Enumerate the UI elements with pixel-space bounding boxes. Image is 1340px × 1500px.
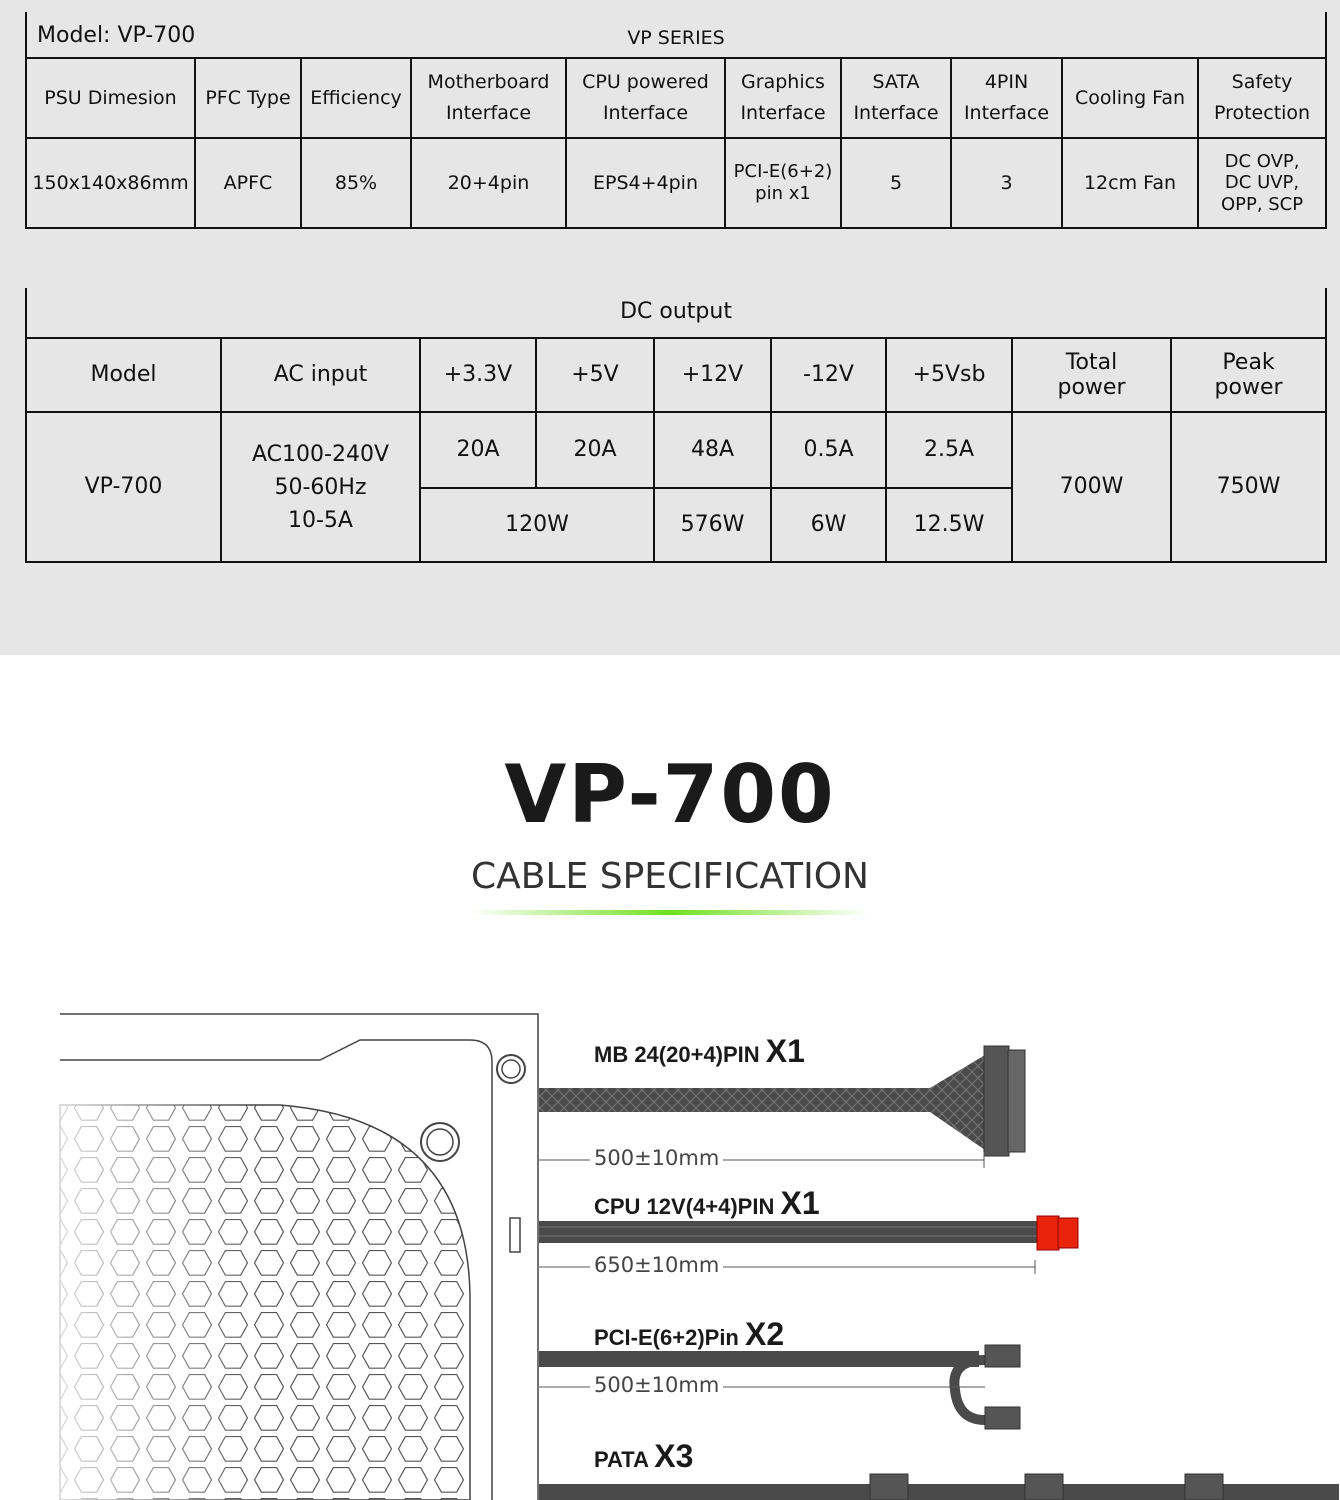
header-cell: Efficiency — [301, 58, 411, 138]
watt-cell: 120W — [420, 488, 654, 562]
amp-cell: 20A — [420, 412, 536, 488]
cable-length-cpu: 650±10mm — [590, 1253, 723, 1277]
model-value: VP-700 — [26, 412, 221, 562]
header-cell: PFC Type — [195, 58, 301, 138]
product-title: VP-700 — [504, 748, 836, 841]
header-cell: +12V — [654, 338, 771, 412]
model-row — [26, 12, 1326, 58]
watt-cell: 6W — [771, 488, 886, 562]
dc-output-title: DC output — [26, 288, 1326, 338]
header-cell: +3.3V — [420, 338, 536, 412]
psu-cable-diagram — [0, 1000, 1340, 1500]
header-cell: Motherboard Interface — [411, 58, 566, 138]
pata-cable — [539, 1474, 1339, 1500]
amp-cell: 0.5A — [771, 412, 886, 488]
cable-label-cpu — [594, 1185, 820, 1222]
header-cell: Total power — [1012, 338, 1171, 412]
ac-input-value — [221, 412, 420, 562]
value-cell: 20+4pin — [411, 138, 566, 228]
cable-name: MB 24(20+4)PIN — [594, 1042, 766, 1067]
amp-cell: 2.5A — [886, 412, 1012, 488]
watt-cell: 12.5W — [886, 488, 1012, 562]
cable-length-pcie: 500±10mm — [590, 1373, 723, 1397]
header-cell: Model — [26, 338, 221, 412]
ac-voltage: AC100-240V — [252, 441, 389, 467]
ac-current: 10-5A — [288, 507, 353, 533]
cable-name: PCI-E(6+2)Pin — [594, 1325, 745, 1350]
watt-cell: 576W — [654, 488, 771, 562]
cable-qty: X3 — [654, 1438, 694, 1474]
header-cell: +5V — [536, 338, 654, 412]
cable-qty: X2 — [744, 1316, 785, 1352]
dc-output-table — [25, 288, 1327, 563]
cable-label-pata — [594, 1438, 693, 1475]
header-cell: Graphics Interface — [725, 58, 841, 138]
model-label: Model: VP-700 — [37, 23, 196, 48]
header-cell: CPU powered Interface — [566, 58, 725, 138]
total-power-value: 700W — [1012, 412, 1171, 562]
cable-qty: X1 — [780, 1185, 820, 1221]
header-cell: 4PIN Interface — [951, 58, 1062, 138]
value-cell: 12cm Fan — [1062, 138, 1198, 228]
value-cell: EPS4+4pin — [566, 138, 725, 228]
ac-frequency: 50-60Hz — [274, 474, 367, 500]
header-cell: AC input — [221, 338, 420, 412]
value-cell: 3 — [951, 138, 1062, 228]
cable-label-pcie — [594, 1316, 784, 1353]
section-subtitle: CABLE SPECIFICATION — [471, 856, 869, 897]
header-cell: Safety Protection — [1198, 58, 1326, 138]
value-cell: 150x140x86mm — [26, 138, 195, 228]
amp-cell: 48A — [654, 412, 771, 488]
psu-body — [0, 1014, 538, 1500]
amp-cell: 20A — [536, 412, 654, 488]
accent-divider — [470, 910, 870, 915]
series-label: VP SERIES — [627, 27, 725, 50]
value-cell: DC OVP, DC UVP, OPP, SCP — [1198, 138, 1326, 228]
cable-name: CPU 12V(4+4)PIN — [594, 1194, 781, 1219]
value-cell: APFC — [195, 138, 301, 228]
value-cell: PCI-E(6+2) pin x1 — [725, 138, 841, 228]
header-cell: SATA Interface — [841, 58, 951, 138]
value-cell: 85% — [301, 138, 411, 228]
cable-label-mb — [594, 1033, 805, 1070]
header-cell: +5Vsb — [886, 338, 1012, 412]
value-cell: 5 — [841, 138, 951, 228]
header-cell: -12V — [771, 338, 886, 412]
header-cell: Cooling Fan — [1062, 58, 1198, 138]
peak-power-value: 750W — [1171, 412, 1326, 562]
cable-name: PATA — [594, 1447, 655, 1472]
specs-table — [25, 12, 1327, 229]
cable-length-mb: 500±10mm — [590, 1146, 723, 1170]
cable-qty: X1 — [765, 1033, 805, 1069]
header-cell: PSU Dimesion — [26, 58, 195, 138]
header-cell: Peak power — [1171, 338, 1326, 412]
